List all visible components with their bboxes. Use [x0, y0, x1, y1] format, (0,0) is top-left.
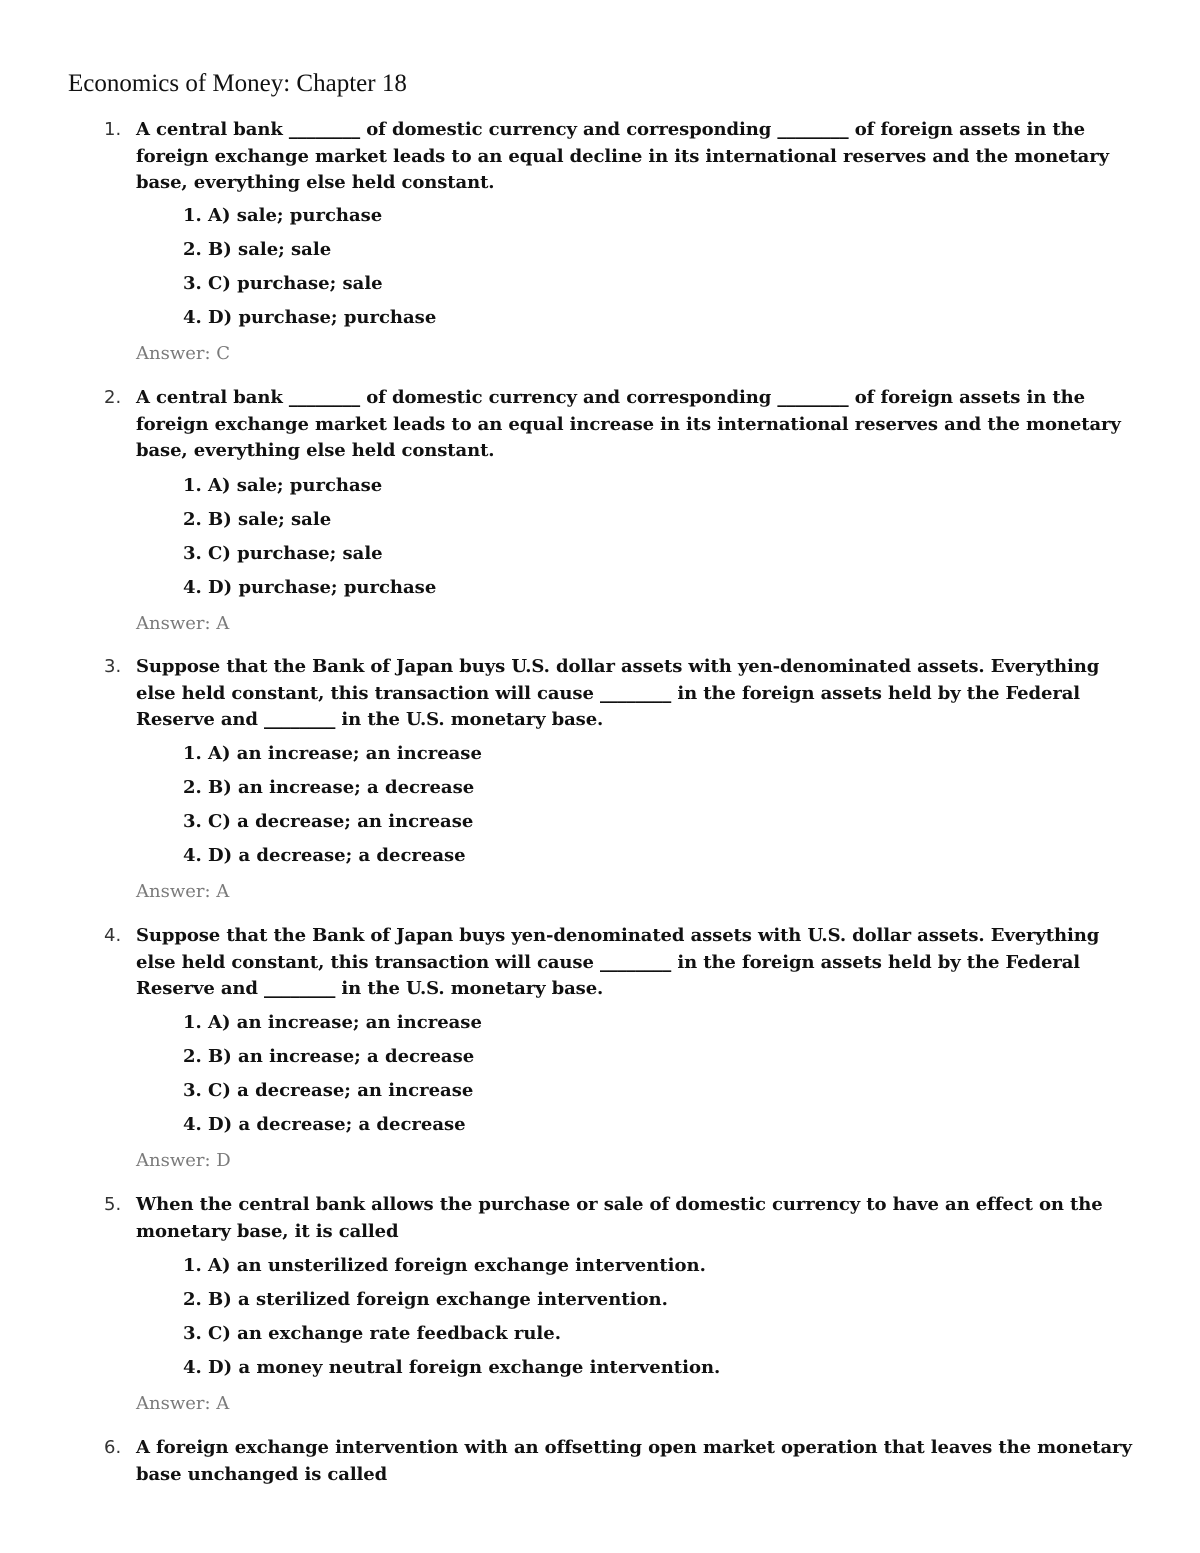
answer-option: 1. A) sale; purchase: [183, 475, 383, 496]
answer-options: [183, 473, 436, 609]
answer-option: 3. C) a decrease; an increase: [183, 811, 474, 832]
answer-option: 3. C) a decrease; an increase: [183, 1080, 474, 1101]
question-number: 2.: [104, 387, 122, 408]
question-stem: A central bank ________ of domestic currency and corresponding ________ of foreign assets in the foreign exchange market leads to an equal increase in its international reserves and the monetary base, everything else held constant.: [136, 387, 1121, 462]
answer-option: 4. D) purchase; purchase: [183, 307, 437, 328]
answer-options: [183, 203, 436, 339]
answer-option: 2. B) a sterilized foreign exchange intervention.: [183, 1289, 668, 1310]
question-stem: A foreign exchange intervention with an offsetting open market operation that leaves the monetary base unchanged is called: [136, 1437, 1132, 1485]
question-number: 5.: [104, 1194, 122, 1215]
answer-option: 3. C) purchase; sale: [183, 273, 383, 294]
answer-option: 4. D) a decrease; a decrease: [183, 845, 466, 866]
answer-options: [183, 1010, 482, 1146]
document-title: Economics of Money: Chapter 18: [68, 70, 407, 97]
answer-option: 1. A) sale; purchase: [183, 205, 383, 226]
answer-key: Answer: A: [136, 881, 230, 902]
question-stem: When the central bank allows the purchase or sale of domestic currency to have an effect on the monetary base, it is called: [136, 1194, 1103, 1242]
question-stem: Suppose that the Bank of Japan buys yen-denominated assets with U.S. dollar assets. Everything else held constant, this transaction will cause ________ in the foreign assets held by the Federal Reserve and ________ in the U.S. monetary base.: [136, 925, 1100, 1000]
answer-option: 2. B) sale; sale: [183, 239, 332, 260]
answer-option: 2. B) an increase; a decrease: [183, 1046, 475, 1067]
question-number: 1.: [104, 119, 122, 140]
answer-option: 1. A) an increase; an increase: [183, 1012, 482, 1033]
answer-options: [183, 1253, 720, 1389]
answer-option: 2. B) sale; sale: [183, 509, 332, 530]
answer-option: 2. B) an increase; a decrease: [183, 777, 475, 798]
answer-option: 3. C) purchase; sale: [183, 543, 383, 564]
answer-option: 1. A) an unsterilized foreign exchange intervention.: [183, 1255, 706, 1276]
question-stem: A central bank ________ of domestic currency and corresponding ________ of foreign assets in the foreign exchange market leads to an equal decline in its international reserves and the monetary base, everything else held constant.: [136, 119, 1109, 194]
question-number: 3.: [104, 656, 122, 677]
answer-key: Answer: C: [136, 343, 231, 364]
answer-option: 3. C) an exchange rate feedback rule.: [183, 1323, 561, 1344]
question-stem: Suppose that the Bank of Japan buys U.S. dollar assets with yen-denominated assets. Everything else held constant, this transaction will cause ________ in the foreign assets held by the Federal Reserve and ________ in the U.S. monetary base.: [136, 656, 1100, 731]
answer-option: 4. D) a money neutral foreign exchange intervention.: [183, 1357, 721, 1378]
answer-key: Answer: D: [136, 1150, 231, 1171]
answer-option: 4. D) a decrease; a decrease: [183, 1114, 466, 1135]
question-number: 6.: [104, 1437, 122, 1458]
question-number: 4.: [104, 925, 122, 946]
answer-key: Answer: A: [136, 613, 230, 634]
answer-option: 4. D) purchase; purchase: [183, 577, 437, 598]
answer-key: Answer: A: [136, 1393, 230, 1414]
answer-option: 1. A) an increase; an increase: [183, 743, 482, 764]
answer-options: [183, 741, 482, 877]
